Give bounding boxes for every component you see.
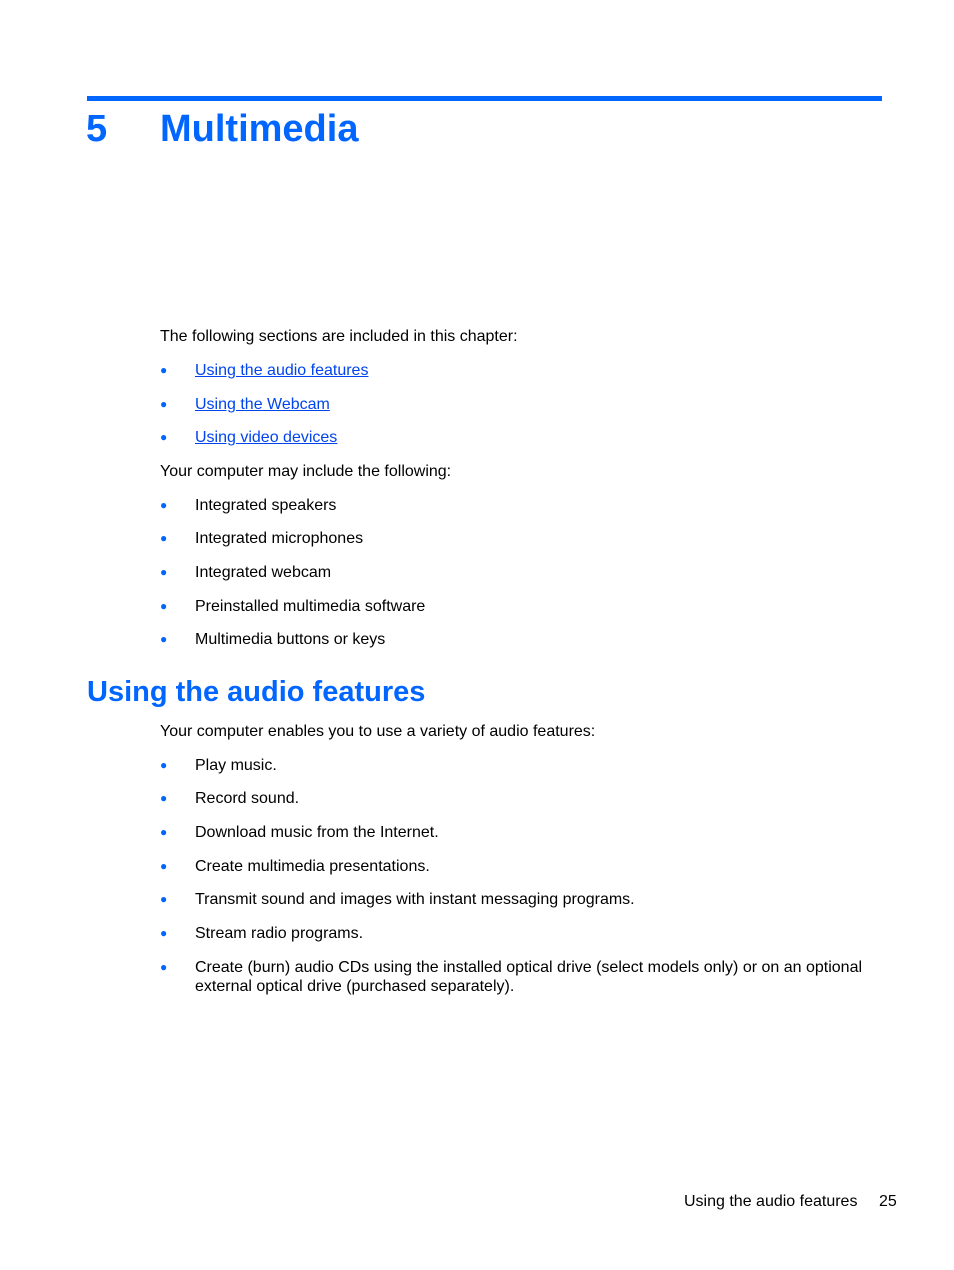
list-item: [160, 924, 880, 943]
chapter-rule: [87, 96, 882, 101]
list-item: [160, 857, 880, 876]
bullet-icon: ●: [160, 892, 168, 906]
bullet-icon: ●: [160, 498, 168, 512]
chapter-title: Multimedia: [160, 108, 359, 150]
link-video-devices[interactable]: Using video devices: [195, 429, 338, 446]
list-item-text: Integrated speakers: [195, 497, 337, 514]
list-item: [160, 756, 880, 775]
bullet-icon: ●: [160, 632, 168, 646]
section-heading: Using the audio features: [87, 676, 426, 708]
bullet-icon: ●: [160, 531, 168, 545]
list-item-text: Download music from the Internet.: [195, 824, 439, 841]
list-item: [160, 958, 880, 996]
list-item: [160, 529, 425, 548]
list-item: [160, 428, 368, 447]
bullet-icon: ●: [160, 926, 168, 940]
list-item-text: Multimedia buttons or keys: [195, 631, 386, 648]
bullet-icon: ●: [160, 397, 168, 411]
bullet-icon: ●: [160, 859, 168, 873]
list-item: [160, 361, 368, 380]
audio-features-list: [160, 756, 880, 996]
bullet-icon: ●: [160, 430, 168, 444]
list-item-text: Create (burn) audio CDs using the installed optical drive (select models only) or on an optional external optical drive (purchased separately).: [195, 959, 863, 995]
list-item: [160, 597, 425, 616]
list-item: [160, 890, 880, 909]
audio-paragraph: Your computer enables you to use a variety of audio features:: [160, 723, 596, 740]
bullet-icon: ●: [160, 758, 168, 772]
footer-section-label: Using the audio features: [684, 1193, 858, 1210]
list-item-text: Integrated webcam: [195, 564, 332, 581]
chapter-number: 5: [86, 108, 108, 150]
list-item-text: Integrated microphones: [195, 530, 364, 547]
list-item: [160, 395, 368, 414]
includes-paragraph: Your computer may include the following:: [160, 463, 452, 480]
bullet-icon: ●: [160, 363, 168, 377]
list-item-text: Preinstalled multimedia software: [195, 598, 426, 615]
link-webcam[interactable]: Using the Webcam: [195, 396, 330, 413]
list-item-text: Play music.: [195, 757, 277, 774]
list-item-text: Record sound.: [195, 790, 300, 807]
page-number: 25: [879, 1193, 897, 1210]
list-item-text: Stream radio programs.: [195, 925, 364, 942]
link-audio-features[interactable]: Using the audio features: [195, 362, 369, 379]
list-item: [160, 496, 425, 515]
list-item: [160, 789, 880, 808]
list-item-text: Create multimedia presentations.: [195, 858, 430, 875]
intro-paragraph: The following sections are included in this chapter:: [160, 328, 518, 345]
bullet-icon: ●: [160, 960, 168, 974]
bullet-icon: ●: [160, 825, 168, 839]
bullet-icon: ●: [160, 565, 168, 579]
list-item: [160, 563, 425, 582]
bullet-icon: ●: [160, 791, 168, 805]
list-item-text: Transmit sound and images with instant messaging programs.: [195, 891, 635, 908]
includes-list: [160, 496, 425, 649]
bullet-icon: ●: [160, 599, 168, 613]
list-item: [160, 823, 880, 842]
chapter-sections-list: [160, 361, 368, 447]
list-item: [160, 630, 425, 649]
